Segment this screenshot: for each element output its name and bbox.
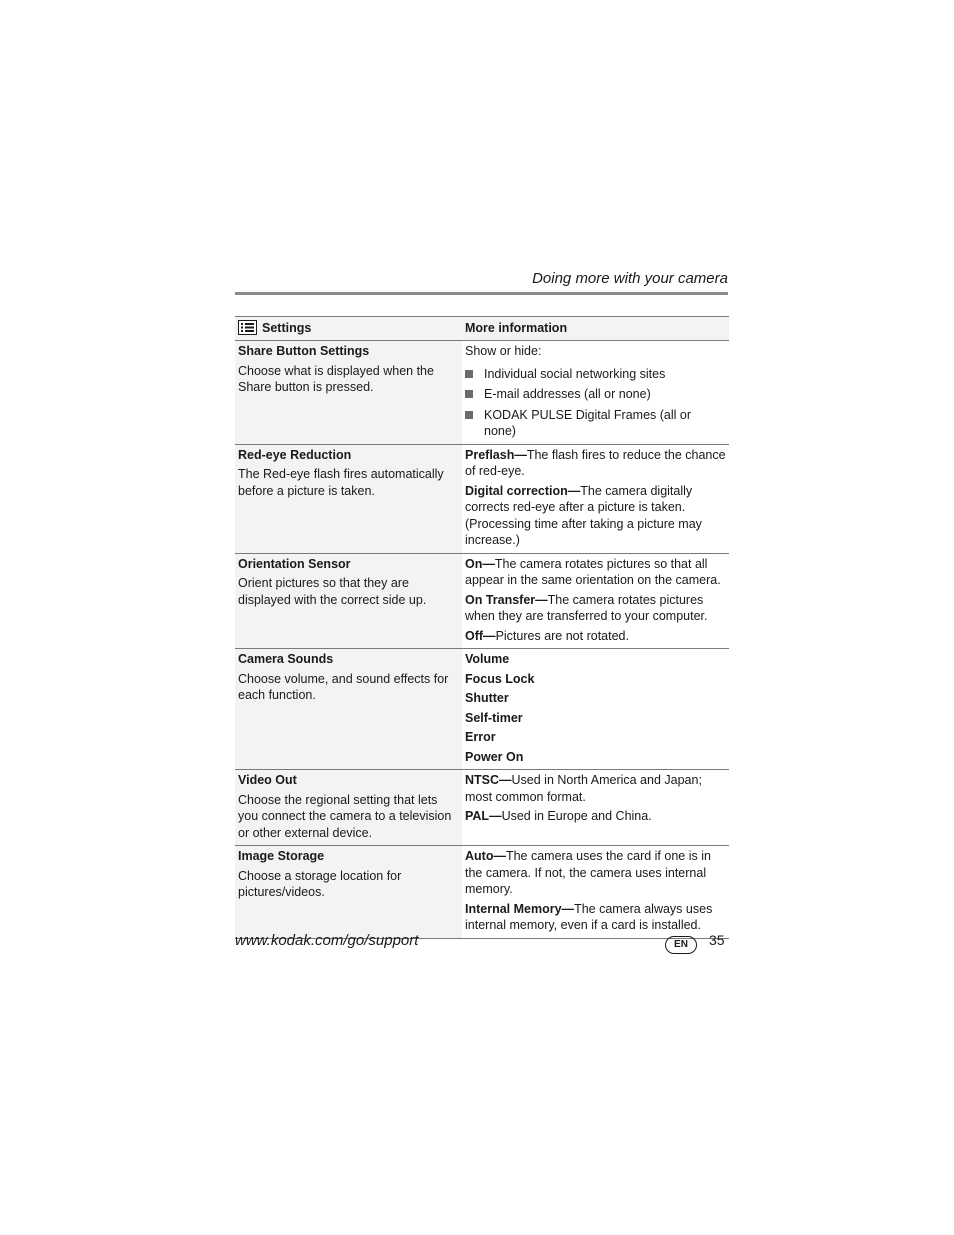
- info-option: [465, 901, 726, 934]
- setting-cell: [235, 444, 462, 553]
- table-row: [235, 553, 729, 649]
- list-item-text: E-mail addresses (all or none): [484, 387, 651, 401]
- list-item: [465, 386, 726, 403]
- setting-name: Red-eye Reduction: [238, 447, 352, 462]
- setting-description: The Red-eye flash fires automatically before a picture is taken.: [238, 467, 444, 498]
- info-option: [465, 808, 726, 825]
- option-term: PAL—: [465, 809, 502, 823]
- table-row: [235, 341, 729, 445]
- info-cell: [462, 770, 729, 846]
- option-term: Internal Memory—: [465, 901, 575, 916]
- settings-column-header: [235, 317, 462, 341]
- setting-description: Orient pictures so that they are displayed with the correct side up.: [238, 576, 427, 607]
- settings-table: [235, 316, 729, 939]
- setting-name: Video Out: [238, 773, 297, 787]
- sound-option: Shutter: [465, 691, 509, 705]
- option-term: NTSC—: [465, 773, 512, 787]
- info-intro: Show or hide:: [465, 344, 542, 358]
- setting-cell: [235, 649, 462, 770]
- option-text: The flash fires to reduce the chance of red-eye.: [465, 447, 726, 478]
- option-text: Used in Europe and China.: [501, 809, 652, 823]
- sound-option: Power On: [465, 749, 524, 764]
- setting-cell: [235, 770, 462, 846]
- sound-option: Error: [465, 730, 496, 744]
- setting-name: Orientation Sensor: [238, 556, 351, 571]
- list-item: [465, 407, 726, 440]
- setting-cell: [235, 341, 462, 445]
- square-bullet-icon: [465, 370, 473, 378]
- info-option: [465, 483, 726, 549]
- info-option: [465, 556, 726, 589]
- info-cell: [462, 649, 729, 770]
- option-term: Off—: [465, 628, 496, 643]
- info-cell: [462, 341, 729, 445]
- list-item: [465, 366, 726, 383]
- setting-description: Choose volume, and sound effects for each function.: [238, 671, 449, 702]
- option-text: Pictures are not rotated.: [495, 628, 629, 643]
- info-cell: [462, 553, 729, 649]
- option-text: The camera always uses internal memory, even if a card is installed.: [465, 901, 713, 932]
- sound-option: Focus Lock: [465, 671, 535, 686]
- option-text: The camera uses the card if one is in the camera. If not, the camera uses internal memory.: [465, 849, 711, 896]
- list-item-text: KODAK PULSE Digital Frames (all or none): [484, 407, 692, 438]
- option-term: On—: [465, 556, 495, 571]
- sound-option: Self-timer: [465, 710, 523, 725]
- setting-description: Choose what is displayed when the Share button is pressed.: [238, 363, 434, 394]
- info-cell: [462, 444, 729, 553]
- table-row: [235, 770, 729, 846]
- settings-header-label: Settings: [262, 320, 312, 335]
- page-header-title: Doing more with your camera: [532, 270, 728, 287]
- option-term: Preflash—: [465, 447, 527, 462]
- language-badge: EN: [665, 936, 697, 954]
- info-option: [465, 628, 726, 645]
- table-row: [235, 649, 729, 770]
- list-item-text: Individual social networking sites: [484, 366, 666, 381]
- setting-cell: [235, 846, 462, 939]
- option-text: The camera digitally corrects red-eye after a picture is taken. (Processing time after taking a picture may increase.): [465, 483, 702, 547]
- setting-description: Choose a storage location for pictures/videos.: [238, 868, 402, 899]
- info-option: [465, 848, 726, 898]
- bullet-list: [465, 366, 726, 440]
- support-url: www.kodak.com/go/support: [235, 932, 419, 949]
- setting-name: Camera Sounds: [238, 652, 334, 666]
- header-rule: [235, 292, 728, 295]
- menu-list-icon: [238, 320, 257, 335]
- info-cell: [462, 846, 729, 939]
- option-term: On Transfer—: [465, 592, 548, 607]
- setting-cell: [235, 553, 462, 649]
- square-bullet-icon: [465, 411, 473, 419]
- table-header-row: [235, 317, 729, 341]
- option-text: Used in North America and Japan; most common format.: [465, 773, 702, 804]
- info-option: [465, 772, 726, 805]
- page-number: 35: [709, 932, 725, 948]
- setting-name: Image Storage: [238, 849, 325, 863]
- square-bullet-icon: [465, 390, 473, 398]
- sound-option: Volume: [465, 652, 510, 666]
- table-row: [235, 444, 729, 553]
- setting-description: Choose the regional setting that lets you connect the camera to a television or other external device.: [238, 792, 452, 840]
- info-column-header: More information: [462, 317, 729, 341]
- option-text: The camera rotates pictures so that all appear in the same orientation on the camera.: [465, 556, 721, 587]
- option-term: Auto—: [465, 849, 506, 863]
- info-option: [465, 447, 726, 480]
- table-row: [235, 846, 729, 939]
- option-term: Digital correction—: [465, 483, 581, 498]
- info-option: [465, 592, 726, 625]
- option-text: The camera rotates pictures when they are transferred to your computer.: [465, 592, 708, 623]
- setting-name: Share Button Settings: [238, 344, 370, 358]
